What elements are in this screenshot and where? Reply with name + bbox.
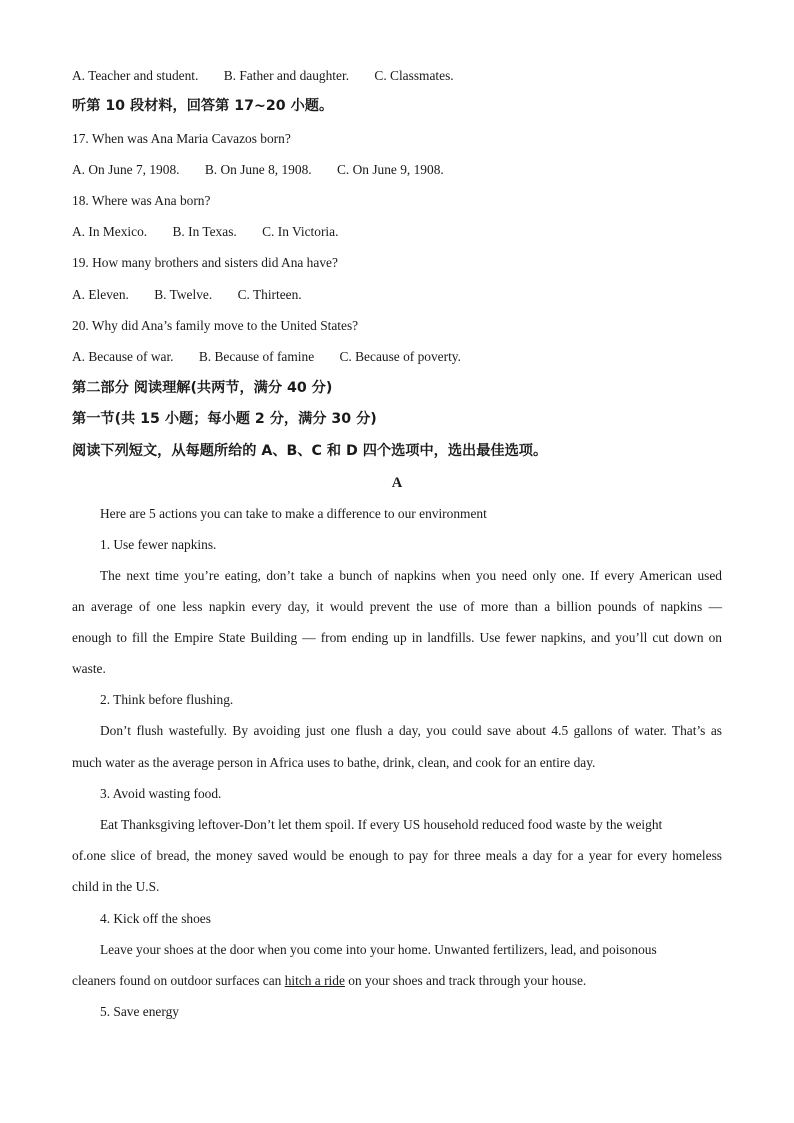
option: C. Because of poverty. [339,349,461,364]
option: C. In Victoria. [262,224,339,239]
item-4-heading: 4. Kick off the shoes [100,911,211,926]
item-1-heading: 1. Use fewer napkins. [100,537,217,552]
passage-intro: Here are 5 actions you can take to make a difference to our environment [100,506,487,521]
item-5-heading: 5. Save energy [100,1004,179,1019]
instruction: 阅读下列短文，从每题所给的 A、B、C 和 D 四个选项中，选出最佳选项。 [72,443,548,459]
item-4-line [72,972,722,990]
item-3-line: of.one slice of bread, the money saved would be enough to pay for three meals a day for a year for every homeless [72,848,722,863]
part-title: 第二部分 阅读理解(共两节，满分 40 分) [72,380,333,396]
option: B. On June 8, 1908. [204,162,312,177]
underlined-phrase: hitch a ride [284,973,345,988]
item-4-line: Leave your shoes at the door when you come into your home. Unwanted fertilizers, lead, and poisonous [100,942,657,957]
option: A. Eleven. [72,287,129,302]
section-title: 第一节(共 15 小题；每小题 2 分，满分 30 分) [72,411,377,427]
question-17-stem: 17. When was Ana Maria Cavazos born? [72,131,291,146]
question-19-stem: 19. How many brothers and sisters did Ana have? [72,255,338,270]
passage-label: A [391,475,403,491]
item-2-line: Don’t flush wastefully. By avoiding just one flush a day, you could save about 4.5 gallons of water. That’s as [100,723,722,738]
section10-title: 听第 10 段材料，回答第 17~20 小题。 [72,98,334,114]
item-1-line: The next time you’re eating, don’t take a bunch of napkins when you need only one. If every American used [100,568,722,583]
option: B. Father and daughter. [223,68,350,83]
option: B. In Texas. [172,224,237,239]
question-18-options [72,223,722,241]
option: C. On June 9, 1908. [336,162,444,177]
question-17-options [72,161,722,179]
text-run: on your shoes and track through your house. [344,973,587,988]
item-3-heading: 3. Avoid wasting food. [100,786,222,801]
question-19-options [72,286,722,304]
item-1-line: an average of one less napkin every day, it would prevent the use of more than a billion pounds of napkins — [72,599,722,614]
item-3-line: Eat Thanksgiving leftover-Don’t let them spoil. If every US household reduced food waste by the weight [100,817,663,832]
item-1-line: enough to fill the Empire State Building — from ending up in landfills. Use fewer napkins, and you’ll cut down on [72,630,722,645]
option: A. Because of war. [72,349,174,364]
item-1-line: waste. [72,661,106,676]
text-run: cleaners found on outdoor surfaces can [72,973,285,988]
item-2-line: much water as the average person in Africa uses to bathe, drink, clean, and cook for an entire day. [72,755,596,770]
option: A. Teacher and student. [72,68,199,83]
option: B. Because of famine [198,349,315,364]
option: C. Thirteen. [237,287,302,302]
item-3-line: child in the U.S. [72,879,160,894]
q16-options [72,67,722,85]
question-20-stem: 20. Why did Ana’s family move to the United States? [72,318,359,333]
option: A. On June 7, 1908. [72,162,180,177]
question-18-stem: 18. Where was Ana born? [72,193,211,208]
option: A. In Mexico. [72,224,148,239]
option: C. Classmates. [374,68,454,83]
item-2-heading: 2. Think before flushing. [100,692,234,707]
question-20-options [72,348,722,366]
option: B. Twelve. [154,287,213,302]
